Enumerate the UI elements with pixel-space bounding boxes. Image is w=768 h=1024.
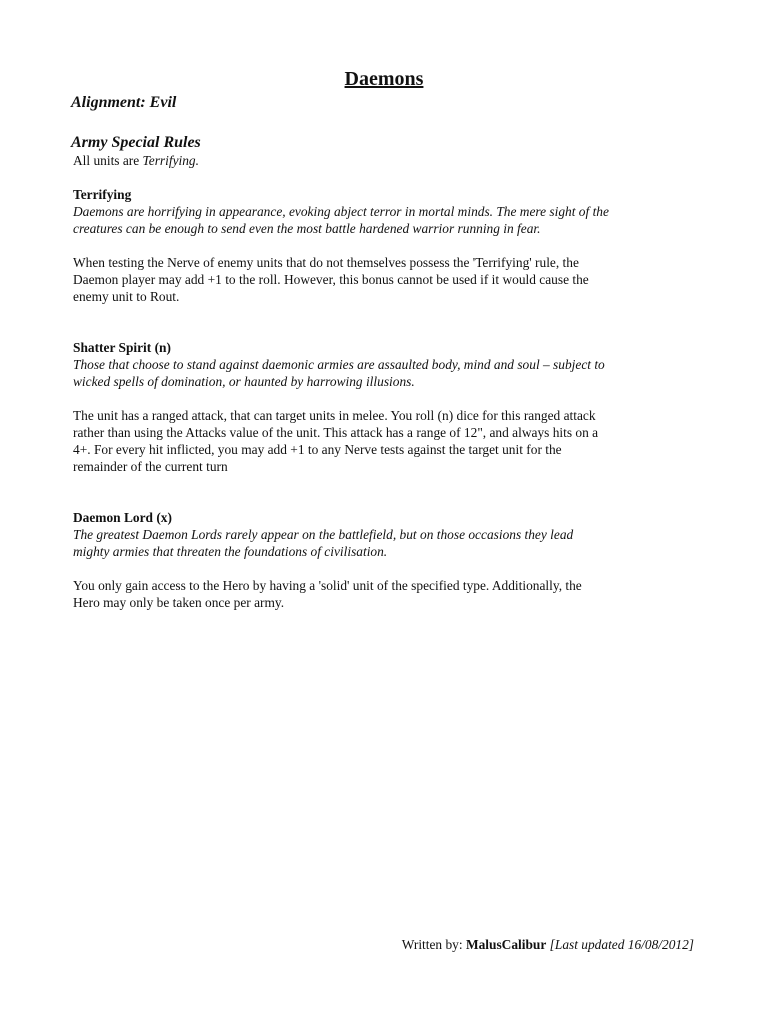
document-footer xyxy=(402,937,694,953)
flavor-line: mighty armies that threaten the foundations of civilisation. xyxy=(73,544,388,559)
author-name: MalusCalibur xyxy=(465,937,547,952)
written-by-label: Written by: xyxy=(401,937,466,952)
body-line: When testing the Nerve of enemy units that do not themselves possess the 'Terrifying' rule, the xyxy=(73,255,579,270)
rule-heading-shatter-spirit: Shatter Spirit (n) xyxy=(73,340,171,355)
rule-flavor-shatter-spirit xyxy=(73,356,703,390)
body-line: The unit has a ranged attack, that can target units in melee. You roll (n) dice for this ranged attack xyxy=(73,408,596,423)
flavor-line: wicked spells of domination, or haunted by harrowing illusions. xyxy=(73,374,415,389)
body-line: Hero may only be taken once per army. xyxy=(73,595,285,610)
rule-flavor-daemon-lord xyxy=(73,526,703,560)
army-rules-intro-text: All units are xyxy=(73,153,143,168)
body-line: Daemon player may add +1 to the roll. However, this bonus cannot be used if it would cause the xyxy=(73,272,589,287)
army-special-rules-heading: Army Special Rules xyxy=(71,134,201,151)
page-title: Daemons xyxy=(344,68,424,90)
army-rules-intro xyxy=(73,152,703,169)
alignment-label: Alignment: Evil xyxy=(71,94,177,111)
body-line: 4+. For every hit inflicted, you may add +1 to any Nerve tests against the target unit for the xyxy=(73,442,562,457)
army-rules-intro-italic: Terrifying. xyxy=(142,153,199,168)
flavor-line: Those that choose to stand against daemonic armies are assaulted body, mind and soul – subject to xyxy=(73,357,605,372)
rules-content xyxy=(73,133,703,611)
rule-body-terrifying xyxy=(73,254,703,305)
rule-flavor-terrifying xyxy=(73,203,703,237)
rule-body-daemon-lord xyxy=(73,577,703,611)
flavor-line: The greatest Daemon Lords rarely appear on the battlefield, but on those occasions they lead xyxy=(73,527,574,542)
body-line: rather than using the Attacks value of the unit. This attack has a range of 12", and always hits on a xyxy=(73,425,599,440)
rule-body-shatter-spirit xyxy=(73,407,703,475)
rule-heading-terrifying: Terrifying xyxy=(73,187,132,202)
flavor-line: Daemons are horrifying in appearance, evoking abject terror in mortal minds. The mere sight of the xyxy=(73,204,609,219)
body-line: You only gain access to the Hero by having a 'solid' unit of the specified type. Additionally, the xyxy=(73,578,582,593)
body-line: remainder of the current turn xyxy=(73,459,228,474)
body-line: enemy unit to Rout. xyxy=(73,289,180,304)
rule-heading-daemon-lord: Daemon Lord (x) xyxy=(73,510,172,525)
last-updated: [Last updated 16/08/2012] xyxy=(549,937,694,952)
flavor-line: creatures can be enough to send even the most battle hardened warrior running in fear. xyxy=(73,221,541,236)
